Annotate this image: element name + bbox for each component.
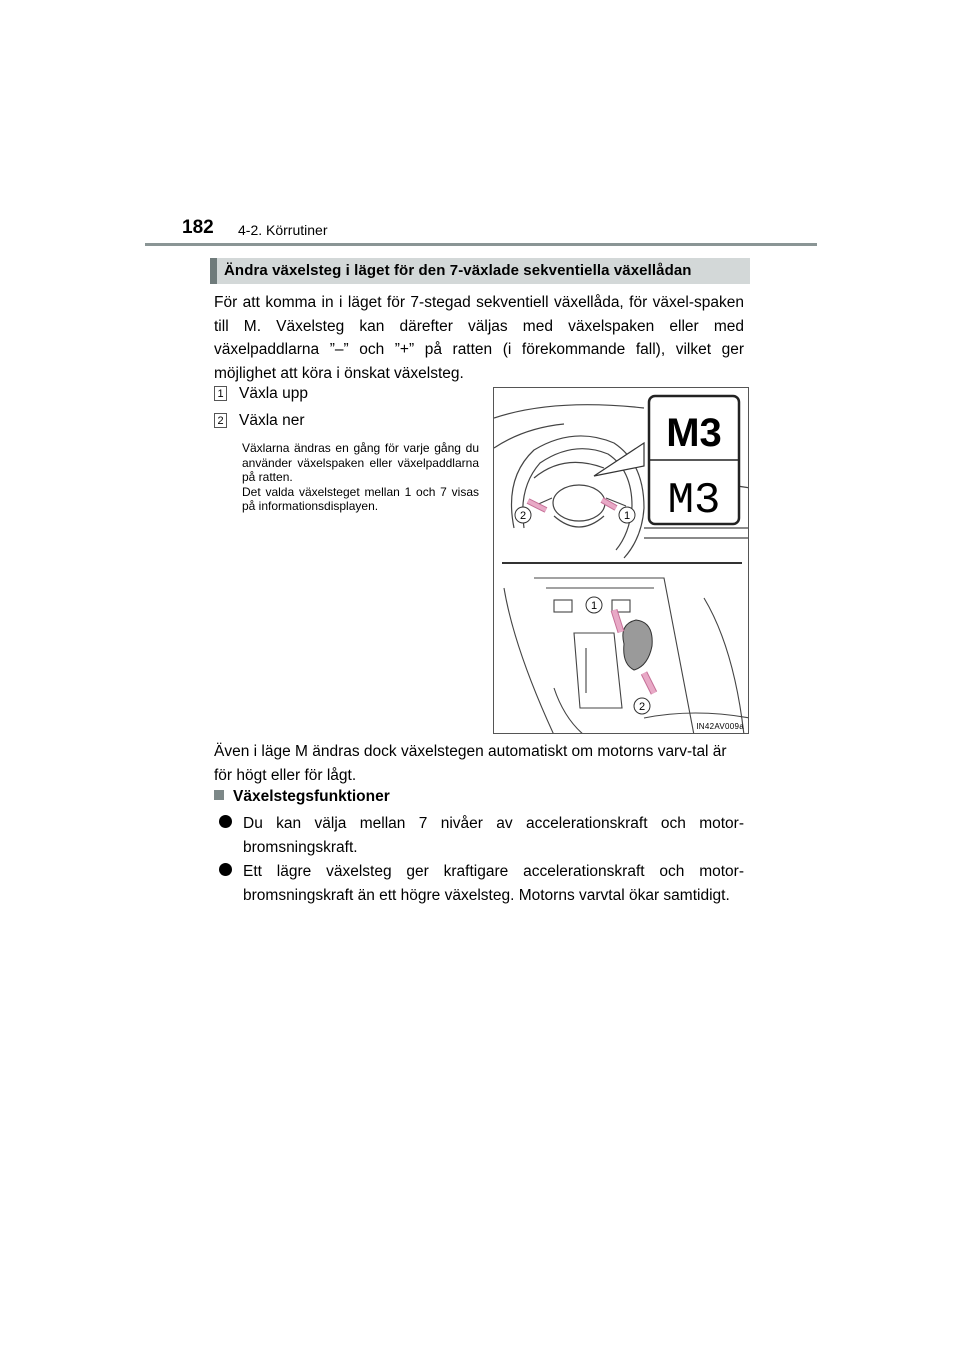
display-gear-top: M3 bbox=[666, 411, 722, 455]
subsection-title bbox=[214, 788, 390, 806]
step-downshift bbox=[214, 412, 304, 430]
bullet-item bbox=[243, 860, 744, 908]
step-number: 2 bbox=[214, 413, 227, 428]
callout-number: 2 bbox=[638, 701, 646, 713]
header-rule bbox=[145, 243, 817, 246]
bullet-dot-icon bbox=[219, 863, 232, 876]
automatic-note-paragraph: Även i läge M ändras dock växelstegen automatiskt om motorns varv-tal är för högt eller för lågt. bbox=[214, 743, 727, 784]
subsection-title-text: Växelstegsfunktioner bbox=[233, 788, 390, 805]
callout-number: 1 bbox=[623, 510, 631, 522]
bullet-dot-icon bbox=[219, 815, 232, 828]
note-line: Det valda växelsteget mellan 1 och 7 visas på informationsdisplayen. bbox=[242, 484, 479, 514]
display-pointer bbox=[594, 443, 644, 476]
note-line: Växlarna ändras en gång för varje gång du använder växelspaken eller växelpaddlarna på ratten. bbox=[242, 441, 479, 485]
bullet-text: Ett lägre växelsteg ger kraftigare accelerationskraft och motor-bromsningskraft än ett högre växelsteg. Motorns varvtal ökar samtidigt. bbox=[243, 863, 744, 904]
figure-code: IN42AV009a bbox=[696, 722, 744, 731]
section-heading-text: Ändra växelsteg i läget för den 7-växlade sekventiella växellådan bbox=[224, 262, 692, 279]
step-label: Växla ner bbox=[239, 412, 305, 429]
illustration-drawing bbox=[494, 388, 749, 734]
step-upshift bbox=[214, 385, 308, 403]
page-number: 182 bbox=[182, 217, 214, 238]
bullet-text: Du kan välja mellan 7 nivåer av accelerationskraft och motor-bromsningskraft. bbox=[243, 815, 744, 856]
shift-knob bbox=[623, 620, 652, 670]
square-bullet-icon bbox=[214, 790, 224, 800]
callout-number: 2 bbox=[519, 510, 527, 522]
callout-number: 1 bbox=[590, 600, 598, 612]
gear-note bbox=[242, 441, 479, 514]
step-label: Växla upp bbox=[239, 385, 308, 402]
section-heading bbox=[210, 258, 750, 284]
step-number: 1 bbox=[214, 386, 227, 401]
arrow-up-icon bbox=[614, 610, 621, 632]
gear-shift-illustration bbox=[493, 387, 749, 734]
display-gear-bottom: M3 bbox=[667, 476, 721, 526]
chapter-title: 4-2. Körrutiner bbox=[238, 222, 328, 238]
bullet-item bbox=[243, 812, 744, 860]
intro-paragraph: För att komma in i läget för 7-stegad sekventiell växellåda, för växel-spaken till M. Växelsteg kan därefter väljas med växelspaken eller med växelpaddlarna ”–” och ”+” på ratten (i förekommande fall), vilket ger möjlighet att köra i önskat växelsteg. bbox=[214, 294, 744, 383]
